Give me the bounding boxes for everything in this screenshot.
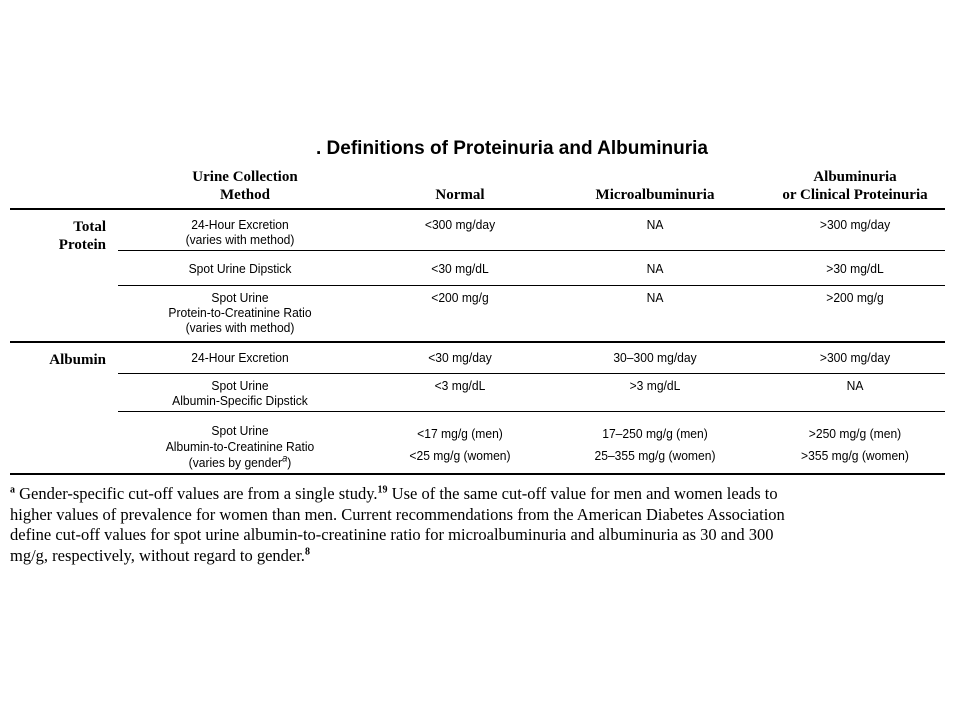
group-label-total-protein: Total Protein xyxy=(58,219,106,253)
table-cell-micro: >3 mg/dL xyxy=(629,378,681,393)
table-row: Spot Urine Protein-to-Creatinine Ratio (varies with method) xyxy=(168,290,312,335)
bottom-rule xyxy=(10,473,945,475)
table-row: 24-Hour Excretion xyxy=(191,350,289,365)
table-cell-clinical: >300 mg/day xyxy=(819,350,891,365)
table-row: Spot Urine Dipstick xyxy=(188,261,292,276)
table-cell-normal: <3 mg/dL xyxy=(434,378,486,393)
table-row: Spot Urine Albumin-to-Creatinine Ratio (varies by gender$^a$) xyxy=(165,423,315,470)
row-divider xyxy=(118,373,945,374)
header-clinical-proteinuria: Albuminuria or Clinical Proteinuria xyxy=(782,169,928,203)
header-collection-method: Urine Collection Method xyxy=(192,169,298,203)
table-cell-normal: <200 mg/g xyxy=(431,290,489,305)
table-cell-clinical: >300 mg/day xyxy=(819,217,891,232)
table-cell-clinical: NA xyxy=(846,378,864,393)
table-cell-clinical: >30 mg/dL xyxy=(826,261,884,276)
table-row: Spot Urine Albumin-Specific Dipstick xyxy=(172,378,308,408)
table-cell-clinical: >250 mg/g (men) >355 mg/g (women) xyxy=(801,426,909,463)
table-cell-normal: <17 mg/g (men) <25 mg/g (women) xyxy=(409,426,511,463)
table-cell-micro: NA xyxy=(646,217,664,232)
table-cell-micro: NA xyxy=(646,290,664,305)
table-cell-normal: <30 mg/day xyxy=(428,350,492,365)
header-normal: Normal xyxy=(435,187,485,203)
table-cell-micro: 17–250 mg/g (men) 25–355 mg/g (women) xyxy=(594,426,716,463)
table-cell-clinical: >200 mg/g xyxy=(826,290,884,305)
table-cell-normal: <300 mg/day xyxy=(424,217,496,232)
table-row: 24-Hour Excretion (varies with method) xyxy=(185,217,295,247)
row-divider xyxy=(118,411,945,412)
header-microalbuminuria: Microalbuminuria xyxy=(595,187,715,203)
footnote: $^a$ Gender-specific cut-off values are from a single study.$^{19}$ Use of the same cut-off value for men and women leads to higher values of prevalence for women than men. Current recommendations from the American Diabetes Association define cut-off values for spot urine albumin-to-creatinine ratio for microalbuminuria and albuminuria as 30 and 300 mg/g, respectively, without regard to gender.$^8$ xyxy=(10,484,785,565)
table-cell-micro: 30–300 mg/day xyxy=(613,350,697,365)
row-divider xyxy=(118,285,945,286)
header-rule xyxy=(10,208,945,210)
group-divider xyxy=(10,341,945,343)
table-cell-micro: NA xyxy=(646,261,664,276)
table-title: . Definitions of Proteinuria and Albuminuria xyxy=(316,138,708,159)
row-divider xyxy=(118,250,945,251)
table-cell-normal: <30 mg/dL xyxy=(431,261,489,276)
group-label-albumin: Albumin xyxy=(49,352,106,368)
